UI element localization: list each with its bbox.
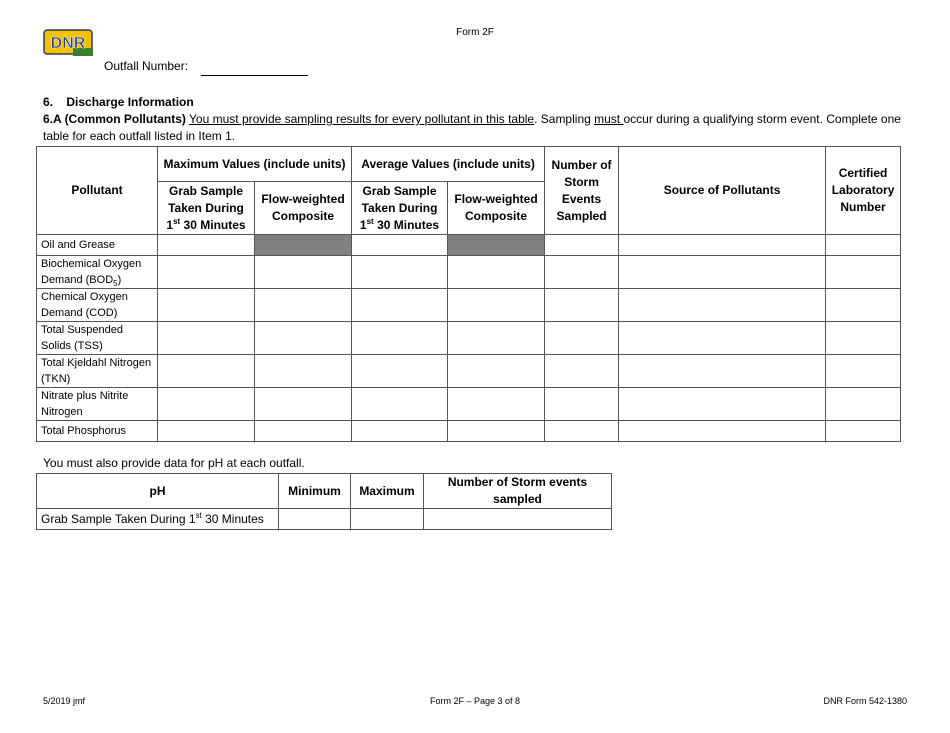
cell-input[interactable] bbox=[279, 509, 351, 530]
cell-input[interactable] bbox=[158, 388, 255, 421]
section-title: 6. Discharge Information bbox=[43, 95, 194, 109]
header-num-storm-events: Number of Storm Events Sampled bbox=[545, 147, 619, 235]
cell-input[interactable] bbox=[352, 355, 448, 388]
cell-input[interactable] bbox=[448, 322, 545, 355]
pollutant-name: Oil and Grease bbox=[37, 235, 158, 256]
cell-input[interactable] bbox=[158, 355, 255, 388]
form-label: Form 2F bbox=[456, 27, 494, 38]
footer-left: 5/2019 jmf bbox=[43, 696, 86, 706]
header-source: Source of Pollutants bbox=[619, 147, 826, 235]
header-max-grab: Grab Sample Taken During 1st 30 Minutes bbox=[158, 182, 255, 235]
cell-input[interactable] bbox=[826, 235, 901, 256]
instr-mid: . Sampling bbox=[534, 112, 595, 126]
header-avg-grab: Grab Sample Taken During 1st 30 Minutes bbox=[352, 182, 448, 235]
cell-input[interactable] bbox=[545, 256, 619, 289]
table-row bbox=[37, 256, 901, 289]
cell-input[interactable] bbox=[545, 421, 619, 442]
footer-right: DNR Form 542-1380 bbox=[823, 696, 907, 706]
header-pollutant: Pollutant bbox=[37, 147, 158, 235]
cell-input[interactable] bbox=[619, 289, 826, 322]
cell-input[interactable] bbox=[826, 355, 901, 388]
section-instructions bbox=[43, 111, 903, 145]
cell-input[interactable] bbox=[424, 509, 612, 530]
cell-input[interactable] bbox=[255, 289, 352, 322]
ph-row-label: Grab Sample Taken During 1st 30 Minutes bbox=[37, 509, 279, 530]
header-num-storm: Number of Storm events sampled bbox=[424, 474, 612, 509]
footer-center: Form 2F – Page 3 of 8 bbox=[429, 696, 521, 706]
cell-input[interactable] bbox=[545, 235, 619, 256]
instr-must: must bbox=[594, 112, 624, 126]
header-maximum: Maximum bbox=[351, 474, 424, 509]
table-row bbox=[37, 509, 612, 530]
pollutant-table bbox=[36, 146, 901, 442]
cell-input[interactable] bbox=[545, 355, 619, 388]
cell-input[interactable] bbox=[255, 256, 352, 289]
header-avg-flow: Flow-weighted Composite bbox=[448, 182, 545, 235]
cell-input[interactable] bbox=[619, 421, 826, 442]
cell-input[interactable] bbox=[448, 256, 545, 289]
header-minimum: Minimum bbox=[279, 474, 351, 509]
pollutant-name: Total Kjeldahl Nitrogen (TKN) bbox=[37, 355, 158, 388]
cell-input[interactable] bbox=[352, 235, 448, 256]
cell-input[interactable] bbox=[448, 355, 545, 388]
cell-input[interactable] bbox=[619, 235, 826, 256]
cell-input[interactable] bbox=[545, 388, 619, 421]
cell-input[interactable] bbox=[619, 388, 826, 421]
table-row bbox=[37, 355, 901, 388]
ph-intro: You must also provide data for pH at each outfall. bbox=[43, 456, 305, 470]
header-avg-values: Average Values (include units) bbox=[352, 147, 545, 182]
cell-input[interactable] bbox=[352, 322, 448, 355]
cell-input[interactable] bbox=[158, 289, 255, 322]
cell-input[interactable] bbox=[545, 289, 619, 322]
cell-input[interactable] bbox=[352, 256, 448, 289]
cell-input[interactable] bbox=[448, 388, 545, 421]
header-ph: pH bbox=[37, 474, 279, 509]
cell-input[interactable] bbox=[826, 388, 901, 421]
cell-input[interactable] bbox=[448, 289, 545, 322]
cell-input[interactable] bbox=[352, 421, 448, 442]
table-row bbox=[37, 289, 901, 322]
cell-input[interactable] bbox=[255, 355, 352, 388]
cell-input[interactable] bbox=[826, 322, 901, 355]
header-max-flow: Flow-weighted Composite bbox=[255, 182, 352, 235]
cell-input[interactable] bbox=[255, 322, 352, 355]
pollutant-name: Nitrate plus Nitrite Nitrogen bbox=[37, 388, 158, 421]
ph-table bbox=[36, 473, 612, 530]
svg-text:DNR: DNR bbox=[50, 35, 86, 52]
instr-rest: occur during a qualifying storm event. Complete one table for each outfall listed in Item 1. bbox=[43, 112, 901, 143]
pollutant-name: Total Suspended Solids (TSS) bbox=[37, 322, 158, 355]
cell-input[interactable] bbox=[255, 388, 352, 421]
cell-input[interactable] bbox=[352, 289, 448, 322]
cell-input[interactable] bbox=[619, 322, 826, 355]
cell-disabled bbox=[448, 235, 545, 256]
subsection-title: 6.A (Common Pollutants) bbox=[43, 112, 186, 126]
cell-input[interactable] bbox=[255, 421, 352, 442]
table-row bbox=[37, 235, 901, 256]
cell-input[interactable] bbox=[158, 256, 255, 289]
cell-input[interactable] bbox=[158, 235, 255, 256]
pollutant-name: Biochemical Oxygen Demand $(BOD_5)$ bbox=[37, 256, 158, 289]
table-row bbox=[37, 388, 901, 421]
pollutant-name: Chemical Oxygen Demand (COD) bbox=[37, 289, 158, 322]
cell-input[interactable] bbox=[826, 289, 901, 322]
cell-input[interactable] bbox=[826, 421, 901, 442]
table-row bbox=[37, 421, 901, 442]
cell-input[interactable] bbox=[352, 388, 448, 421]
cell-disabled bbox=[255, 235, 352, 256]
cell-input[interactable] bbox=[448, 421, 545, 442]
instr-underlined: You must provide sampling results for every pollutant in this table bbox=[189, 112, 535, 126]
outfall-number-field[interactable] bbox=[201, 75, 308, 76]
pollutant-name: Total Phosphorus bbox=[37, 421, 158, 442]
outfall-number-label: Outfall Number: bbox=[104, 59, 189, 73]
cell-input[interactable] bbox=[351, 509, 424, 530]
header-cert-lab: Certified Laboratory Number bbox=[826, 147, 901, 235]
cell-input[interactable] bbox=[545, 322, 619, 355]
cell-input[interactable] bbox=[826, 256, 901, 289]
cell-input[interactable] bbox=[619, 355, 826, 388]
cell-input[interactable] bbox=[158, 322, 255, 355]
header-max-values: Maximum Values (include units) bbox=[158, 147, 352, 182]
cell-input[interactable] bbox=[619, 256, 826, 289]
cell-input[interactable] bbox=[158, 421, 255, 442]
table-row bbox=[37, 322, 901, 355]
